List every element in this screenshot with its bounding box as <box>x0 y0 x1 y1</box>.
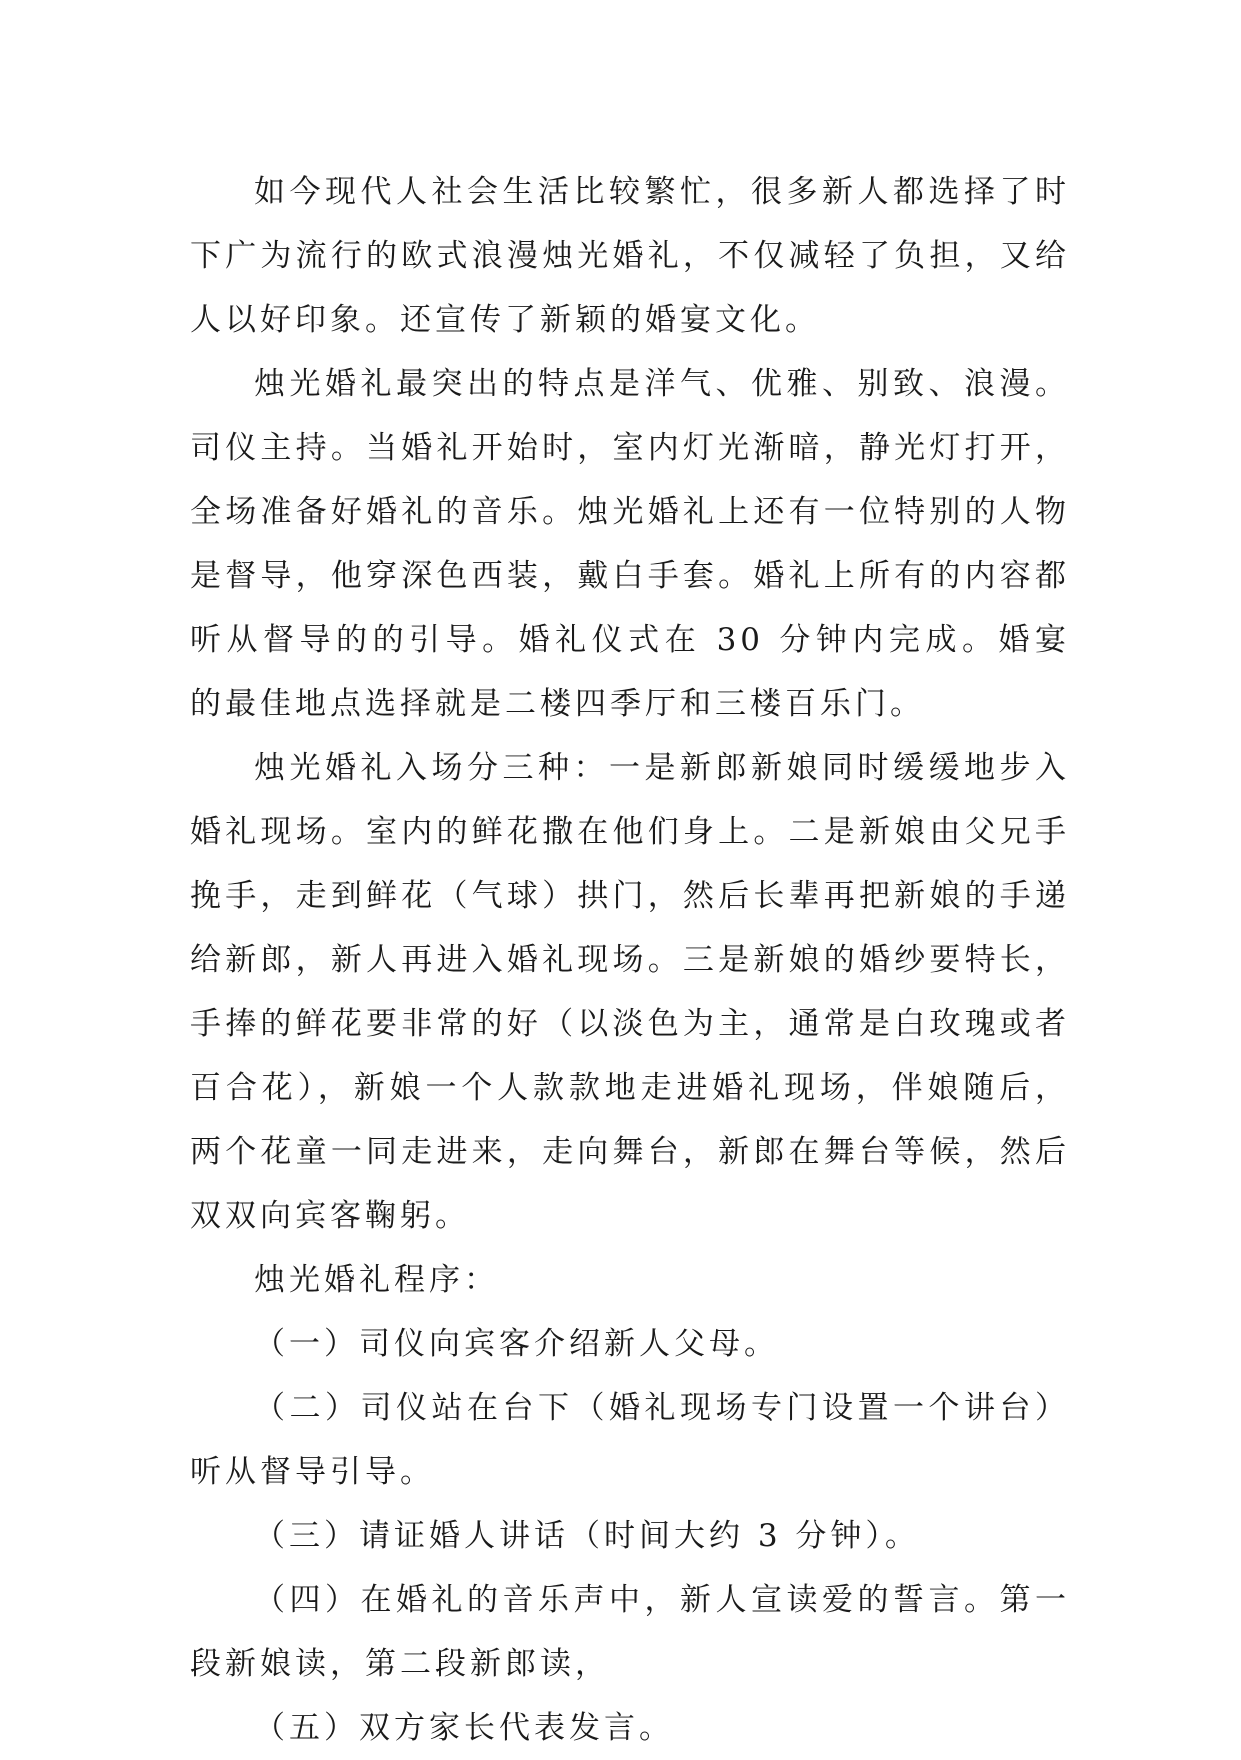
program-step-3: （三）请证婚人讲话（时间大约 3 分钟）。 <box>254 1518 920 1554</box>
paragraph-features: 烛光婚礼最突出的特点是洋气、优雅、别致、浪漫。司仪主持。当婚礼开始时，室内灯光渐暗，静光灯打开，全场准备好婚礼的音乐。烛光婚礼上还有一位特别的人物是督导，他穿深色西装，戴白手套。婚礼上所有的内容都听从督导的的引导。婚礼仪式在 30 分钟内完成。婚宴的最佳地点选择就是二楼四季厅和三楼百乐门。 <box>190 366 1070 722</box>
paragraph-program-heading: 烛光婚礼程序： <box>254 1262 499 1298</box>
program-step-4: （四）在婚礼的音乐声中，新人宣读爱的誓言。第一段新娘读，第二段新郎读， <box>190 1582 1070 1682</box>
program-step-2: （二）司仪站在台下（婚礼现场专门设置一个讲台）听从督导引导。 <box>190 1390 1070 1490</box>
program-step-1: （一）司仪向宾客介绍新人父母。 <box>254 1326 779 1362</box>
paragraph-entrance: 烛光婚礼入场分三种：一是新郎新娘同时缓缓地步入婚礼现场。室内的鲜花撒在他们身上。二是新娘由父兄手挽手，走到鲜花（气球）拱门，然后长辈再把新娘的手递给新郎，新人再进入婚礼现场。三是新娘的婚纱要特长，手捧的鲜花要非常的好（以淡色为主，通常是白玫瑰或者百合花），新娘一个人款款地走进婚礼现场，伴娘随后，两个花童一同走进来，走向舞台，新郎在舞台等候，然后双双向宾客鞠躬。 <box>190 750 1070 1234</box>
program-step-5: （五）双方家长代表发言。 <box>254 1710 674 1746</box>
document-body <box>190 160 1070 1760</box>
paragraph-intro: 如今现代人社会生活比较繁忙，很多新人都选择了时下广为流行的欧式浪漫烛光婚礼，不仅减轻了负担，又给人以好印象。还宣传了新颖的婚宴文化。 <box>190 174 1070 338</box>
